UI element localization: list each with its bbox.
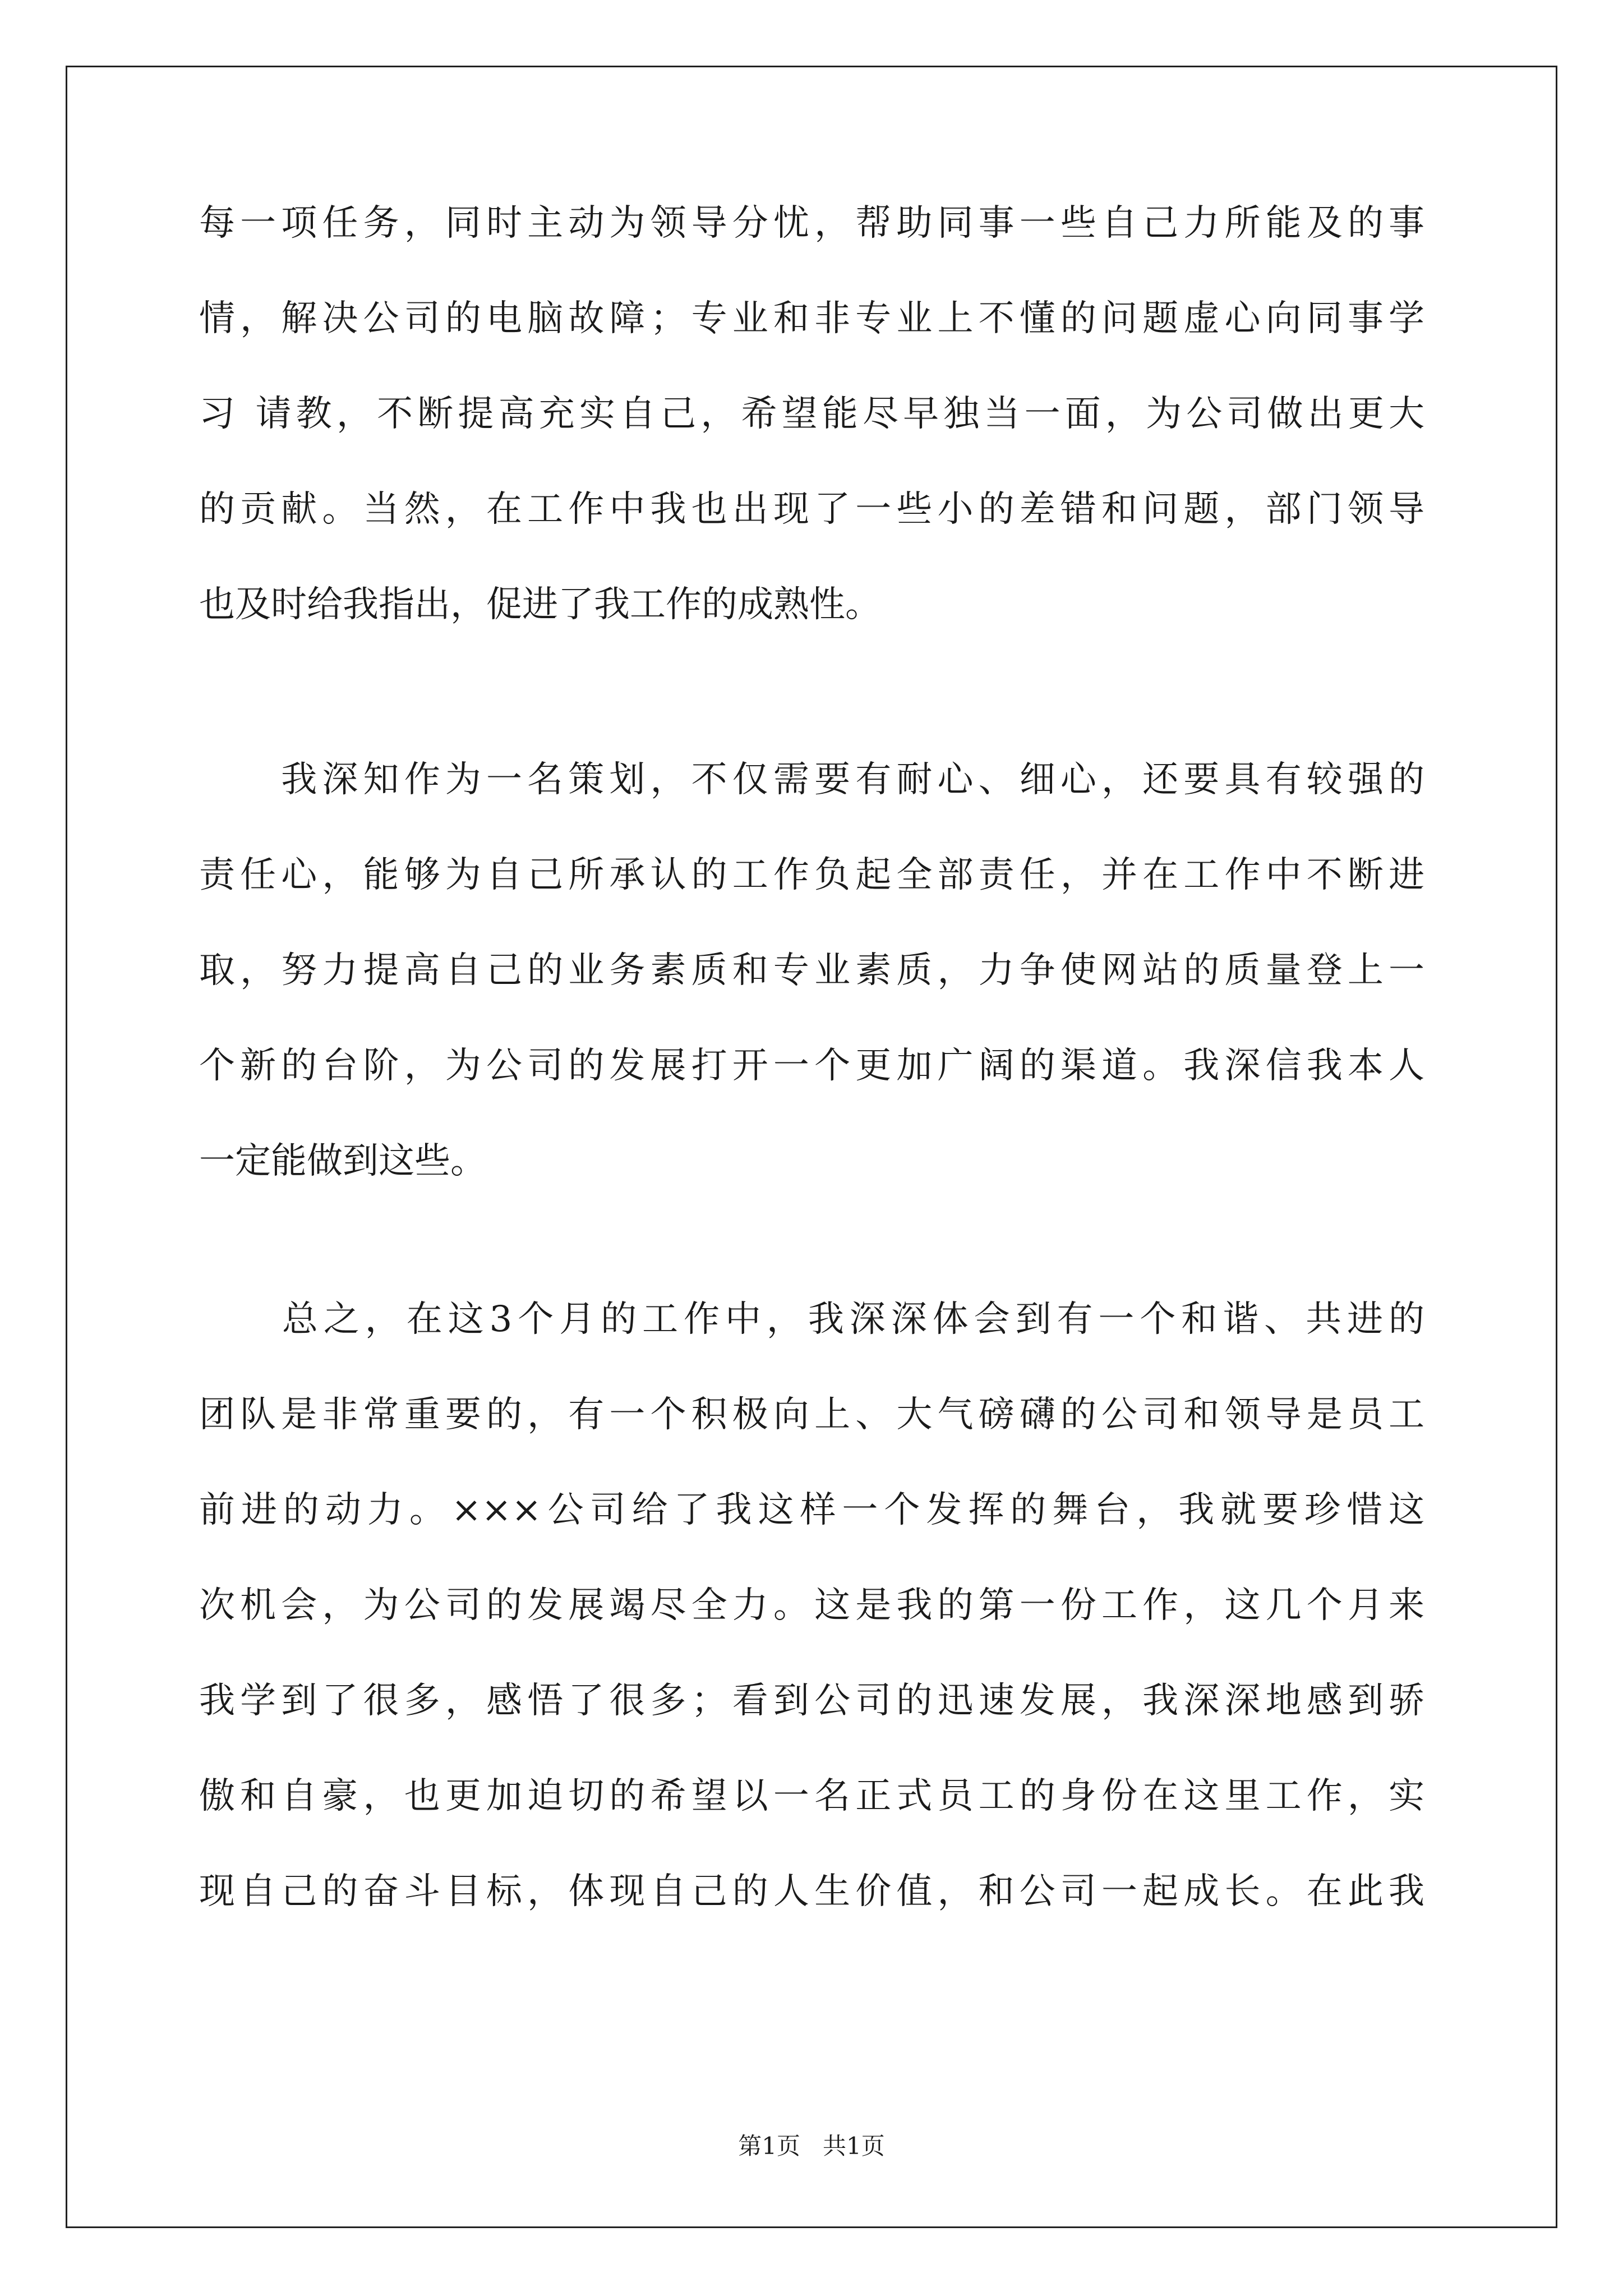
text-line: 傲和自豪，也更加迫切的希望以一名正式员工的身份在这里工作，实 — [199, 1775, 1424, 1817]
text-line: 我深知作为一名策划，不仅需要有耐心、细心，还要具有较强的 — [199, 759, 1424, 800]
text-line: 前进的动力。×××公司给了我这样一个发挥的舞台，我就要珍惜这 — [199, 1489, 1424, 1531]
text-line: 团队是非常重要的，有一个积极向上、大气磅礴的公司和领导是员工 — [199, 1394, 1424, 1435]
text-line: 习 请教，不断提高充实自己，希望能尽早独当一面，为公司做出更大 — [199, 393, 1424, 435]
text-line: 现自己的奋斗目标，体现自己的人生价值，和公司一起成长。在此我 — [199, 1871, 1424, 1912]
text-line: 取，努力提高自己的业务素质和专业素质，力争使网站的质量登上一 — [199, 950, 1424, 991]
text-line: 一定能做到这些。 — [199, 1140, 486, 1182]
text-line: 责任心，能够为自己所承认的工作负起全部责任，并在工作中不断进 — [199, 854, 1424, 896]
text-line: 的贡献。当然，在工作中我也出现了一些小的差错和问题，部门领导 — [199, 489, 1424, 530]
text-line: 次机会，为公司的发展竭尽全力。这是我的第一份工作，这几个月来 — [199, 1585, 1424, 1626]
text-line: 总之，在这3个月的工作中，我深深体会到有一个和谐、共进的 — [199, 1299, 1424, 1340]
text-line: 也及时给我指出，促进了我工作的成熟性。 — [199, 584, 881, 625]
text-line: 情，解决公司的电脑故障；专业和非专业上不懂的问题虚心向同事学 — [199, 298, 1424, 339]
page-footer: 第1页 共1页 — [738, 2132, 885, 2160]
text-line: 我学到了很多，感悟了很多；看到公司的迅速发展，我深深地感到骄 — [199, 1680, 1424, 1722]
text-line: 每一项任务，同时主动为领导分忧，帮助同事一些自己力所能及的事 — [199, 203, 1424, 244]
text-line: 个新的台阶，为公司的发展打开一个更加广阔的渠道。我深信我本人 — [199, 1045, 1424, 1087]
